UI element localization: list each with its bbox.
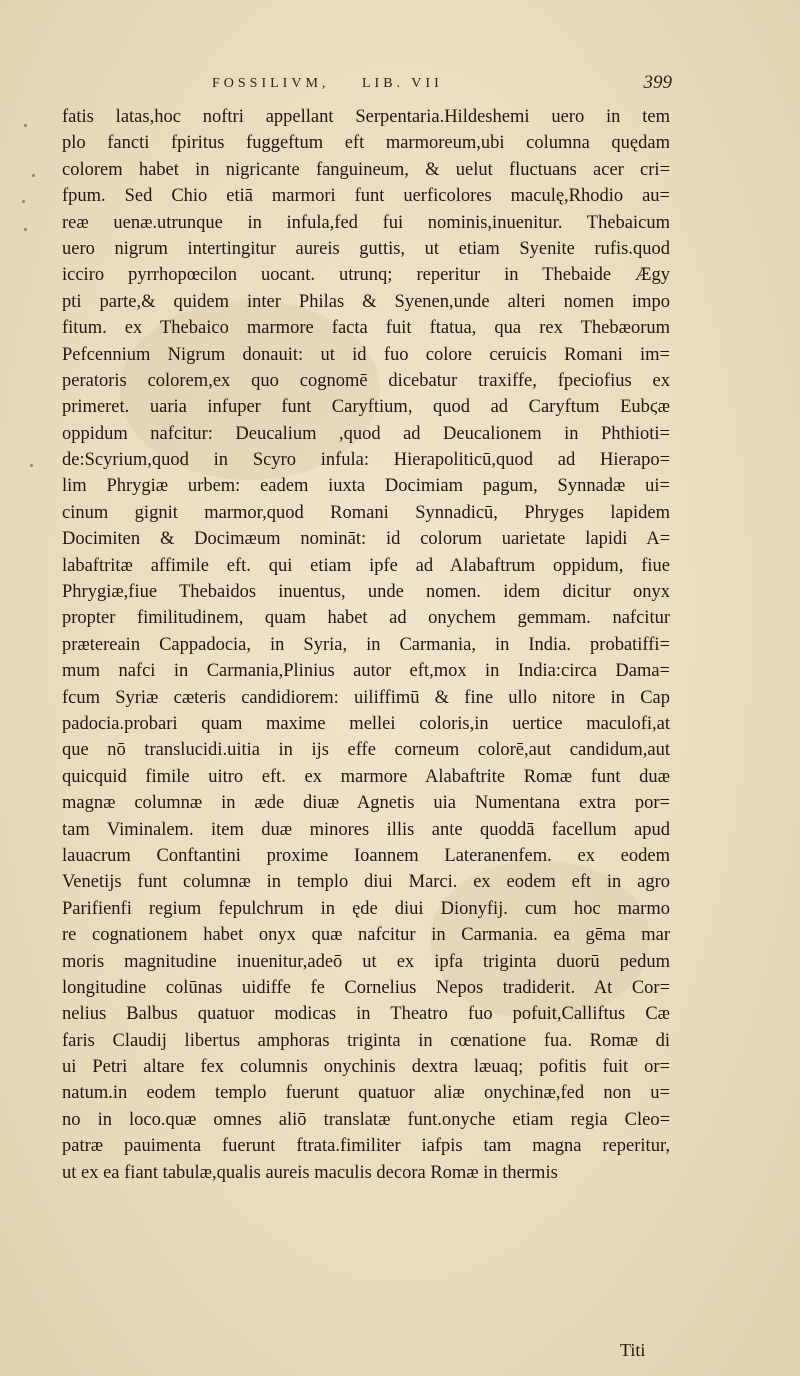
- margin-dot: [24, 228, 27, 231]
- left-margin-marks: [14, 104, 44, 1304]
- text-line: fatis latas,hoc noftri appellant Serpentaria.Hildeshemi uero in tem: [62, 107, 670, 127]
- text-line: fcum Syriæ cæteris candidiorem: uiliffimū & fine ullo nitore in Cap: [62, 687, 670, 708]
- text-line: padocia.probari quam maxime mellei coloris,in uertice maculofi,at: [62, 713, 670, 734]
- book-number: LIB. VII: [362, 76, 443, 91]
- text-line: magnæ columnæ in æde diuæ Agnetis uia Numentana extra por=: [62, 793, 670, 814]
- catchword: Titi: [620, 1340, 646, 1360]
- text-line: oppidum nafcitur: Deucalium ,quod ad Deucalionem in Phthioti=: [62, 423, 670, 444]
- text-line: fitum. ex Thebaico marmore facta fuit ftatua, qua rex Thebæorum: [62, 318, 670, 339]
- text-line: labaftritæ affimile eft. qui etiam ipfe ad Alabaftrum oppidum, fiue: [62, 555, 670, 576]
- text-line: tam Viminalem. item duæ minores illis ante quoddā facellum apud: [62, 819, 670, 840]
- text-line: pti parte,& quidem inter Philas & Syenen,unde alteri nomen impo: [62, 291, 670, 312]
- text-line: lim Phrygiæ urbem: eadem iuxta Docimiam pagum, Synnadæ ui=: [62, 476, 670, 497]
- text-line: Venetijs funt columnæ in templo diui Marci. ex eodem eft in agro: [62, 872, 670, 893]
- folio-number: 399: [643, 72, 672, 93]
- main-text: [62, 104, 670, 1186]
- text-line: moris magnitudine inuenitur,adeō ut ex ipfa triginta duorū pedum: [62, 951, 670, 972]
- margin-dot: [22, 200, 25, 203]
- text-line: mum nafci in Carmania,Plinius autor eft,mox in India:circa Dama=: [62, 661, 670, 682]
- text-line: nelius Balbus quatuor modicas in Theatro fuo pofuit,Calliftus Cæ: [62, 1004, 670, 1025]
- text-line: Docimiten & Docimæum nomināt: id colorum uarietate lapidi A=: [62, 529, 670, 550]
- text-line: fpum. Sed Chio etiā marmori funt uerficolores maculę,Rhodio au=: [62, 186, 670, 207]
- text-line: reæ uenæ.utrunque in infula,fed fui nominis,inuenitur. Thebaicum: [62, 212, 670, 233]
- margin-dot: [32, 174, 35, 177]
- text-line: uero nigrum intertingitur aureis guttis, ut etiam Syenite rufis.quod: [62, 238, 670, 259]
- text-line: natum.in eodem templo fuerunt quatuor aliæ onychinæ,fed non u=: [62, 1083, 670, 1104]
- text-line: Pefcennium Nigrum donauit: ut id fuo colore ceruicis Romani im=: [62, 344, 670, 365]
- text-line: icciro pyrrhopœcilon uocant. utrunq; reperitur in Thebaide Ægy: [62, 265, 670, 286]
- text-line: Phrygiæ,fiue Thebaidos inuentus, unde nomen. idem dicitur onyx: [62, 582, 670, 603]
- text-line: longitudine colūnas uidiffe fe Cornelius Nepos tradiderit. At Cor=: [62, 977, 670, 998]
- running-title: FOSSILIVM,: [212, 76, 330, 91]
- text-line: faris Claudij libertus amphoras triginta in cœnatione fua. Romæ di: [62, 1030, 670, 1051]
- text-line: que nō translucidi.uitia in ijs effe corneum colorē,aut candidum,aut: [62, 740, 670, 761]
- margin-dot: [30, 464, 33, 467]
- text-line: cinum gignit marmor,quod Romani Synnadicū, Phryges lapidem: [62, 502, 670, 523]
- text-line: prætereain Cappadocia, in Syria, in Carmania, in India. probatiffi=: [62, 634, 670, 655]
- text-line: no in loco.quæ omnes aliō translatæ funt.onyche etiam regia Cleo=: [62, 1109, 670, 1130]
- text-line: plo fancti fpiritus fuggeftum eft marmoreum,ubi columna quędam: [62, 133, 670, 154]
- text-line: peratoris colorem,ex quo cognomē dicebatur traxiffe, fpeciofius ex: [62, 370, 670, 391]
- text-line: re cognationem habet onyx quæ nafcitur in Carmania. ea gēma mar: [62, 925, 670, 946]
- text-line: ut ex ea fiant tabulæ,qualis aureis maculis decora Romæ in thermis: [62, 1162, 558, 1183]
- text-line: primeret. uaria infuper funt Caryftium, quod ad Caryftum Eubϛæ: [62, 397, 670, 418]
- text-line: colorem habet in nigricante fanguineum, & uelut fluctuans acer cri=: [62, 159, 670, 180]
- text-line: propter fimilitudinem, quam habet ad onychem gemmam. nafcitur: [62, 608, 670, 629]
- text-line: quicquid fimile uitro eft. ex marmore Alabaftrite Romæ funt duæ: [62, 766, 670, 787]
- running-head: [212, 72, 672, 100]
- text-line: patræ pauimenta fuerunt ftrata.fimiliter iafpis tam magna reperitur,: [62, 1136, 670, 1157]
- text-line: ui Petri altare fex columnis onychinis dextra læuaq; pofitis fuit or=: [62, 1057, 670, 1078]
- text-line: de:Scyrium,quod in Scyro infula: Hierapoliticū,quod ad Hierapo=: [62, 450, 670, 471]
- text-line: lauacrum Conftantini proxime Ioannem Lateranenfem. ex eodem: [62, 845, 670, 866]
- margin-dot: [24, 124, 27, 127]
- text-line: Parifienfi regium fepulchrum in ęde diui Dionyfij. cum hoc marmo: [62, 898, 670, 919]
